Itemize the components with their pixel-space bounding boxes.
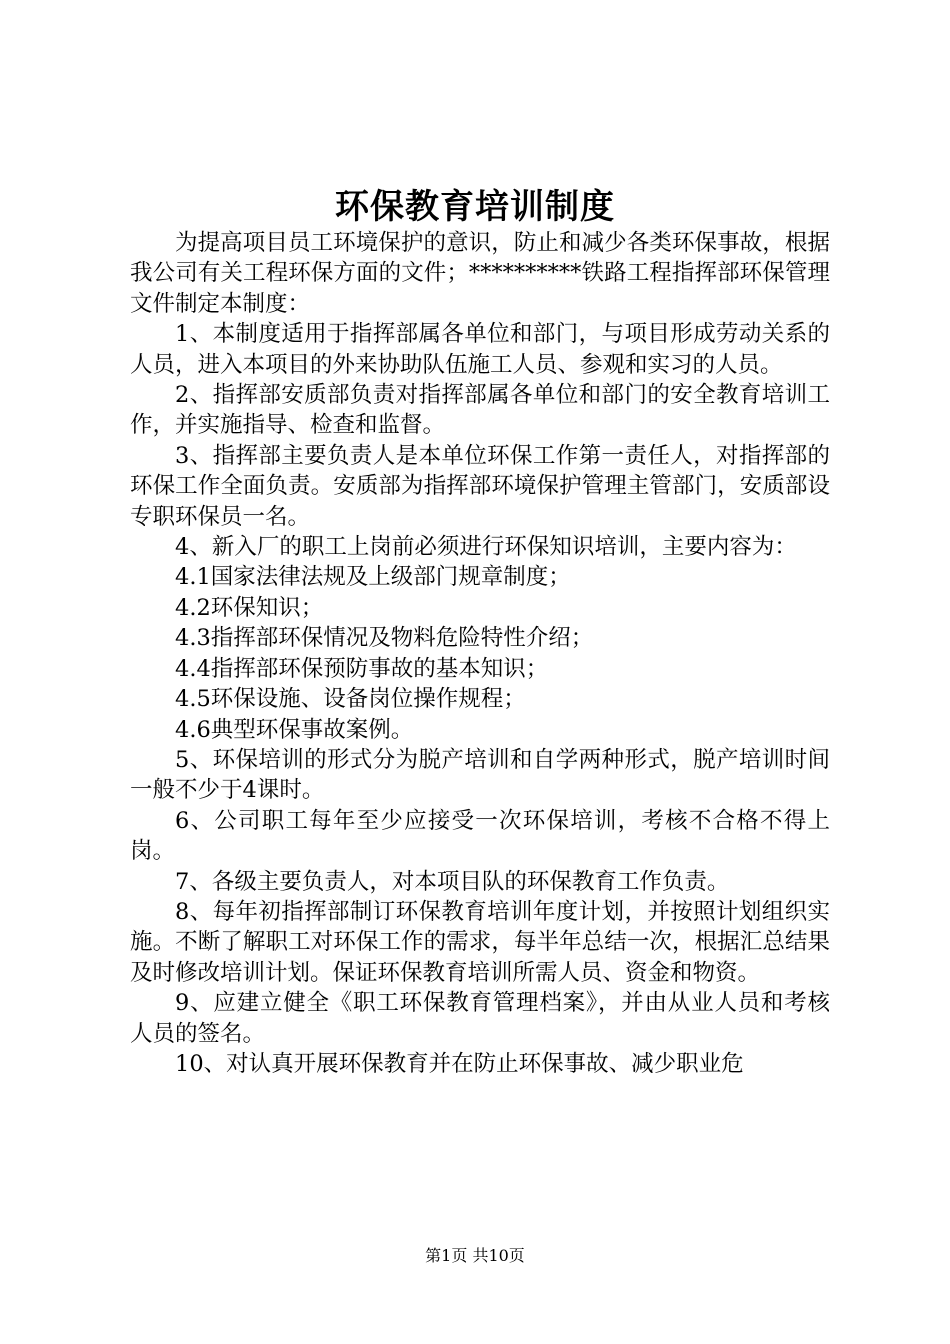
item-7: 7、各级主要负责人，对本项目队的环保教育工作负责。 bbox=[175, 868, 730, 895]
item-4: 4、新入厂的职工上岗前必须进行环保知识培训，主要内容为： bbox=[175, 534, 797, 561]
item-1: 1、本制度适用于指挥部属各单位和部门，与项目形成劳动关系的人员，进入本项目的外来协助队伍施工人员、参观和实习的人员。 bbox=[130, 321, 830, 378]
item-4-1: 4.1国家法律法规及上级部门规章制度； bbox=[175, 564, 571, 591]
item-4-4: 4.4指挥部环保预防事故的基本知识； bbox=[175, 655, 549, 682]
item-5: 5、环保培训的形式分为脱产培训和自学两种形式，脱产培训时间一般不少于4课时。 bbox=[130, 746, 830, 804]
page-footer: 第1页 共10页 bbox=[425, 1246, 525, 1265]
item-10: 10、对认真开展环保教育并在防止环保事故、减少职业危 bbox=[175, 1050, 744, 1077]
item-4-3: 4.3指挥部环保情况及物料危险特性介绍； bbox=[175, 625, 594, 652]
item-4-2: 4.2环保知识； bbox=[175, 594, 324, 621]
item-6: 6、公司职工每年至少应接受一次环保培训，考核不合格不得上岗。 bbox=[130, 807, 830, 865]
item-9: 9、应建立健全《职工环保教育管理档案》，并由从业人员和考核人员的签名。 bbox=[130, 990, 830, 1047]
document-title: 环保教育培训制度 bbox=[335, 187, 615, 227]
item-3: 3、指挥部主要负责人是本单位环保工作第一责任人，对指挥部的环保工作全面负责。安质部为指挥部环境保护管理主管部门，安质部设专职环保员一名。 bbox=[130, 442, 830, 530]
item-4-5: 4.5环保设施、设备岗位操作规程； bbox=[175, 686, 526, 713]
item-4-6: 4.6典型环保事故案例。 bbox=[175, 716, 414, 743]
document-body bbox=[130, 228, 830, 1079]
item-2: 2、指挥部安质部负责对指挥部属各单位和部门的安全教育培训工作，并实施指导、检查和监督。 bbox=[130, 382, 830, 439]
item-8: 8、每年初指挥部制订环保教育培训年度计划，并按照计划组织实施。不断了解职工对环保工作的需求，每半年总结一次，根据汇总结果及时修改培训计划。保证环保教育培训所需人员、资金和物资。 bbox=[130, 898, 830, 986]
intro-paragraph: 为提高项目员工环境保护的意识，防止和减少各类环保事故，根据我公司有关工程环保方面的文件；**********铁路工程指挥部环保管理文件制定本制度： bbox=[130, 230, 830, 317]
